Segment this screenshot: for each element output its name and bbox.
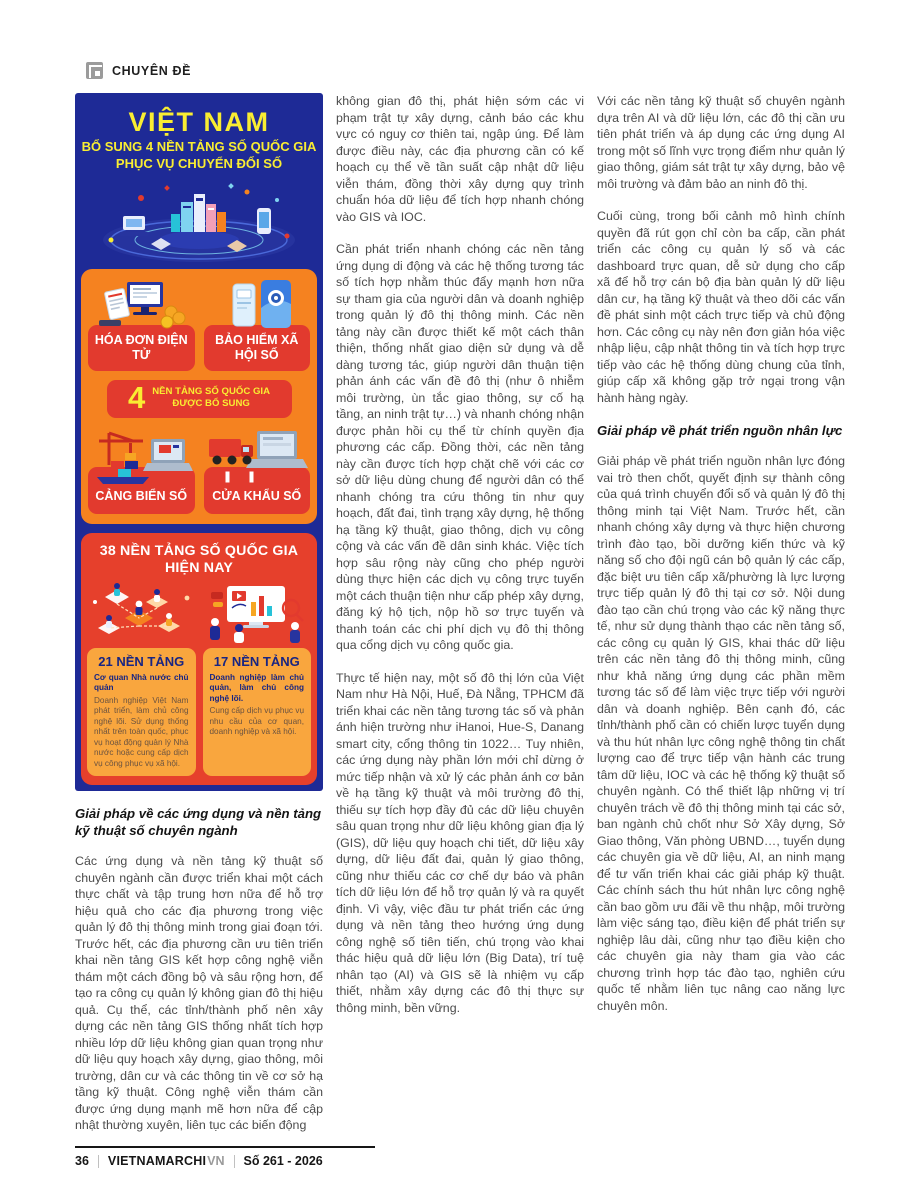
footer-divider bbox=[234, 1155, 235, 1168]
body-paragraph: Với các nền tảng kỹ thuật số chuyên ngành dựa trên AI và dữ liệu lớn, các đô thị cần ưu tiên phát triển và áp dụng các ứng dụng AI trong một số lĩnh vực trọng điểm như quản lý giao thông, giám sát trật tự xây dựng, bảo vệ môi trường và đảm bảo an ninh đô thị. bbox=[597, 94, 845, 191]
digital-seaport-icon bbox=[89, 427, 193, 485]
platform-card-e-invoice bbox=[88, 278, 195, 371]
digital-social-insurance-icon bbox=[207, 278, 307, 330]
platform-group-state bbox=[87, 648, 196, 776]
current-platforms-illustrations bbox=[87, 582, 311, 644]
platform-group-body: Cung cấp dịch vụ phục vụ nhu cầu của cơ quan, doanh nghiệp và xã hội. bbox=[209, 706, 304, 736]
infographic-subtitle-line1: BỔ SUNG 4 NỀN TẢNG SỐ QUỐC GIA bbox=[81, 139, 317, 154]
body-paragraph: Thực tế hiện nay, một số đô thị lớn của Việt Nam như Hà Nội, Huế, Đà Nẵng, TPHCM đã triển khai các nền tảng tương tác số và phản ánh hiện trường như iHanoi, Hue-S, Danang smart city, cổng thông tin 1022… Tuy nhiên, các ứng dụng này phần lớn mới chỉ dừng ở mức tiếp nhận và xử lý các phản ánh cơ bản về hạ tầng kỹ thuật và môi trường đô thị, thiếu sự tích hợp đầy đủ các dữ liệu chuyên sâu quan trọng như dữ liệu không gian địa lý (GIS), dữ liệu quy hoạch chi tiết, dữ liệu xây dựng, dữ liệu đất đai, quản lý giao thông, cũng như thiếu các cơ chế dự báo và phân tích dữ liệu lớn để hỗ trợ quản lý và ra quyết định. Vì vậy, việc đầu tư phát triển các ứng dụng và nền tảng theo hướng ứng dụng công nghệ số tiên tiến, chú trọng vào khai thác hiệu quả dữ liệu lớn (Big Data), trí tuệ nhân tạo (AI) và GIS sẽ là nhiệm vụ cấp thiết, nhằm xây dựng các đô thị thực sự thông minh, bền vững. bbox=[336, 670, 584, 1015]
platform-card-label: HÓA ĐƠN ĐIỆN TỬ bbox=[88, 325, 195, 371]
platform-card-border-gate bbox=[204, 427, 311, 514]
platform-card-social-insurance bbox=[204, 278, 311, 371]
article-heading-human-resources: Giải pháp về phát triển nguồn nhân lực bbox=[597, 423, 843, 438]
column-left bbox=[75, 93, 323, 1150]
platform-card-label: CẢNG BIỂN SỐ bbox=[88, 467, 195, 514]
card-row-top bbox=[88, 278, 310, 371]
added-banner-line1: NỀN TẢNG SỐ QUỐC GIA bbox=[152, 386, 271, 397]
added-platforms-banner bbox=[107, 380, 292, 418]
platform-card-seaport bbox=[88, 427, 195, 514]
added-banner-text bbox=[152, 386, 270, 410]
infographic-country-title: VIỆT NAM bbox=[128, 107, 270, 137]
page-number: 36 bbox=[75, 1154, 89, 1168]
article-columns bbox=[75, 93, 845, 1150]
page-footer bbox=[75, 1146, 375, 1168]
platform-card-label: CỬA KHẨU SỐ bbox=[204, 467, 311, 514]
platform-group-enterprise bbox=[203, 648, 312, 776]
platform-group-subtitle: Cơ quan Nhà nước chủ quản bbox=[94, 672, 189, 692]
added-banner-line2: ĐƯỢC BỔ SUNG bbox=[172, 398, 250, 409]
platform-group-title: 17 NỀN TẢNG bbox=[213, 654, 300, 669]
body-paragraph: Cần phát triển nhanh chóng các nền tảng ứng dụng di động và các hệ thống tương tác số tích hợp nhằm thúc đẩy mạnh hơn nữa sự tham gia của người dân và doanh nghiệp trong quản lý đô thị thông minh. Các nền tảng này cần được thiết kế một cách thân thiện, thống nhất giao diện sử dụng và dễ dàng tương tác, giúp người dân thuận tiện phản ánh các vấn đề đô thị (như ô nhiễm môi trường, ùn tắc giao thông, sự cố hạ tầng, an ninh trật tự…) và nhanh chóng nhận được phản hồi cụ thể từ chính quyền địa phương các cấp. Đồng thời, các nền tảng này cần được tích hợp chặt chẽ với các cơ sở dữ liệu dùng chung để người dân có thể nhanh chóng tra cứu thông tin như quy hoạch, đất đai, tình trạng xây dựng, hệ thống hạ tầng kỹ thuật, giao thông, dịch vụ công cộng và các vấn đề dân sinh khác. Việc tích hợp sâu rộng này cũng cho phép người dùng thực hiện các dịch vụ công trực tuyến một cách thuận tiện như cấp phép xây dựng, đăng ký hộ tịch, nộp hồ sơ trực tuyến và thanh toán các chi phí dịch vụ đô thị thông qua cổng dịch vụ công quốc gia. bbox=[336, 242, 584, 652]
section-header bbox=[86, 62, 191, 79]
platform-group-subtitle: Doanh nghiệp làm chủ quản, làm chủ công nghệ lõi. bbox=[209, 672, 304, 703]
article-heading-applications: Giải pháp về các ứng dụng và nền tảng kỹ thuật số chuyên ngành bbox=[75, 806, 322, 838]
issue-number: Số 261 - 2026 bbox=[243, 1154, 323, 1168]
platform-group-title: 21 NỀN TẢNG bbox=[98, 654, 185, 669]
isometric-platforms-illustration bbox=[87, 582, 199, 644]
digital-border-gate-icon bbox=[205, 427, 309, 485]
added-count: 4 bbox=[127, 380, 146, 415]
e-invoice-icon bbox=[91, 278, 191, 330]
infographic-subtitle-line2: PHỤC VỤ CHUYỂN ĐỔI SỐ bbox=[115, 155, 283, 171]
body-paragraph: không gian đô thị, phát hiện sớm các vi phạm trật tự xây dựng, cảnh báo các khu vực có nguy cơ thiên tai, ngập úng. Để làm được điều này, các địa phương cần có kế hoạch cụ thể về tần suất cập nhật dữ liệu viễn thám, đồng thời xây dựng quy trình chuẩn hóa dữ liệu để tích hợp nhanh chóng vào GIS và IOC. bbox=[336, 94, 584, 224]
platform-group-body: Doanh nghiệp Việt Nam phát triển, làm chủ công nghệ lõi. Sử dụng thống nhất trên toàn quốc, phục vụ hoạt động quản lý Nhà nước hoặc cung cấp dịch vụ công phục vụ xã hội. bbox=[94, 695, 189, 768]
platform-groups bbox=[87, 648, 311, 776]
current-platforms-title: 38 NỀN TẢNG SỐ QUỐC GIA HIỆN NAY bbox=[99, 543, 299, 576]
team-dashboard-illustration bbox=[199, 582, 311, 644]
infographic bbox=[75, 93, 323, 791]
body-paragraph: Các ứng dụng và nền tảng kỹ thuật số chuyên ngành cần được triển khai một cách thực chất và tập trung hơn nữa để hỗ trợ hiệu quả cho các địa phương trong việc quản lý đô thị thông minh trong giai đoạn tới. Trước hết, các địa phương cần ưu tiên triển khai nền tảng GIS kết hợp công nghệ viễn thám một cách đồng bộ và sâu rộng hơn, để tạo ra công cụ quản lý không gian đô thị hiệu quả. Cụ thể, các tỉnh/thành phố nên xây dựng các nền tảng GIS thống nhất tích hợp nhiều lớp dữ liệu không gian quan trọng như dữ liệu quy hoạch xây dựng, giao thông, môi trường, dân cư và các thông tin về cơ sở hạ tầng kỹ thuật. Công nghệ viễn thám cần được ứng dụng mạnh mẽ hơn nữa để cập nhật thường xuyên, liên tục các biến động bbox=[75, 854, 323, 1132]
column-middle bbox=[336, 93, 584, 1150]
footer-brand: VIETNAMARCHIVN bbox=[107, 1154, 225, 1168]
platform-card-label: BẢO HIỂM XÃ HỘI SỐ bbox=[204, 325, 311, 371]
magazine-logo-icon bbox=[86, 62, 103, 79]
body-paragraph: Cuối cùng, trong bối cảnh mô hình chính quyền đã rút gọn chỉ còn ba cấp, cần phát triển các công cụ quản lý số và các dashboard trực quan, dễ sử dụng cho cấp xã để hỗ trợ cán bộ địa bàn quản lý dữ liệu dân cư, hạ tầng kỹ thuật và theo dõi các vấn đề phát sinh một cách trực tiếp và chủ động hơn. Các công cụ này nên đơn giản hóa việc nhập liệu, cập nhật thông tin và tích hợp trực tiếp vào các hệ thống dùng chung của tỉnh, giúp cấp xã không gặp trở ngại trong vận hành hàng ngày. bbox=[597, 209, 845, 405]
new-platforms-panel bbox=[81, 269, 317, 524]
digital-city-illustration bbox=[81, 174, 317, 266]
current-platforms-panel bbox=[81, 533, 317, 785]
card-row-bottom bbox=[88, 427, 310, 514]
footer-divider bbox=[98, 1155, 99, 1168]
body-paragraph: Giải pháp về phát triển nguồn nhân lực đóng vai trò then chốt, quyết định sự thành công của quá trình chuyển đổi số và quản lý đô thị thông minh tại Việt Nam. Trước hết, cần nhanh chóng xây dựng và thực hiện chương trình đào tạo, bồi dưỡng kiến thức và kỹ năng số cho đội ngũ cán bộ quản lý các cấp, đặc biệt ưu tiên cấp xã/phường là lực lượng trực tiếp quản lý đô thị tại cơ sở. Nội dung đào tạo cần chú trọng vào các kỹ năng thực tế, như sử dụng thành thạo các nền tảng số, các công cụ quản lý GIS, khai thác dữ liệu trên các nền tảng đô thị thông minh, cũng như khả năng ứng dụng các phần mềm tương tác số để làm việc trực tiếp với người dân và doanh nghiệp. Bên cạnh đó, các tỉnh/thành phố cần có chiến lược tuyển dụng và thu hút nhân lực công nghệ thông tin chất lượng cao để trực tiếp vận hành các trung tâm dữ liệu, IOC và các hệ thống kỹ thuật số chuyên ngành. Có thể thiết lập những vị trí chuyên trách về đô thị thông minh tại các sở, ban ngành chủ chốt như Sở Xây dựng, Sở Giao thông, Văn phòng UBND…, tuyển dụng các chuyên gia về dữ liệu, AI, an ninh mạng để tư vấn triển khai các giải pháp kỹ thuật. Các chính sách thu hút nhân lực công nghệ cần bao gồm ưu đãi về thu nhập, môi trường làm việc sáng tạo, điều kiện để phát triển sự nghiệp lâu dài, cũng như tạo điều kiện cho các chuyên gia này tham gia vào các chương trình hợp tác đào tạo, nghiên cứu quốc tế nhằm liên tục nâng cao năng lực chuyên môn. bbox=[597, 454, 845, 1013]
column-right bbox=[597, 93, 845, 1150]
section-label: CHUYÊN ĐỀ bbox=[112, 63, 192, 78]
